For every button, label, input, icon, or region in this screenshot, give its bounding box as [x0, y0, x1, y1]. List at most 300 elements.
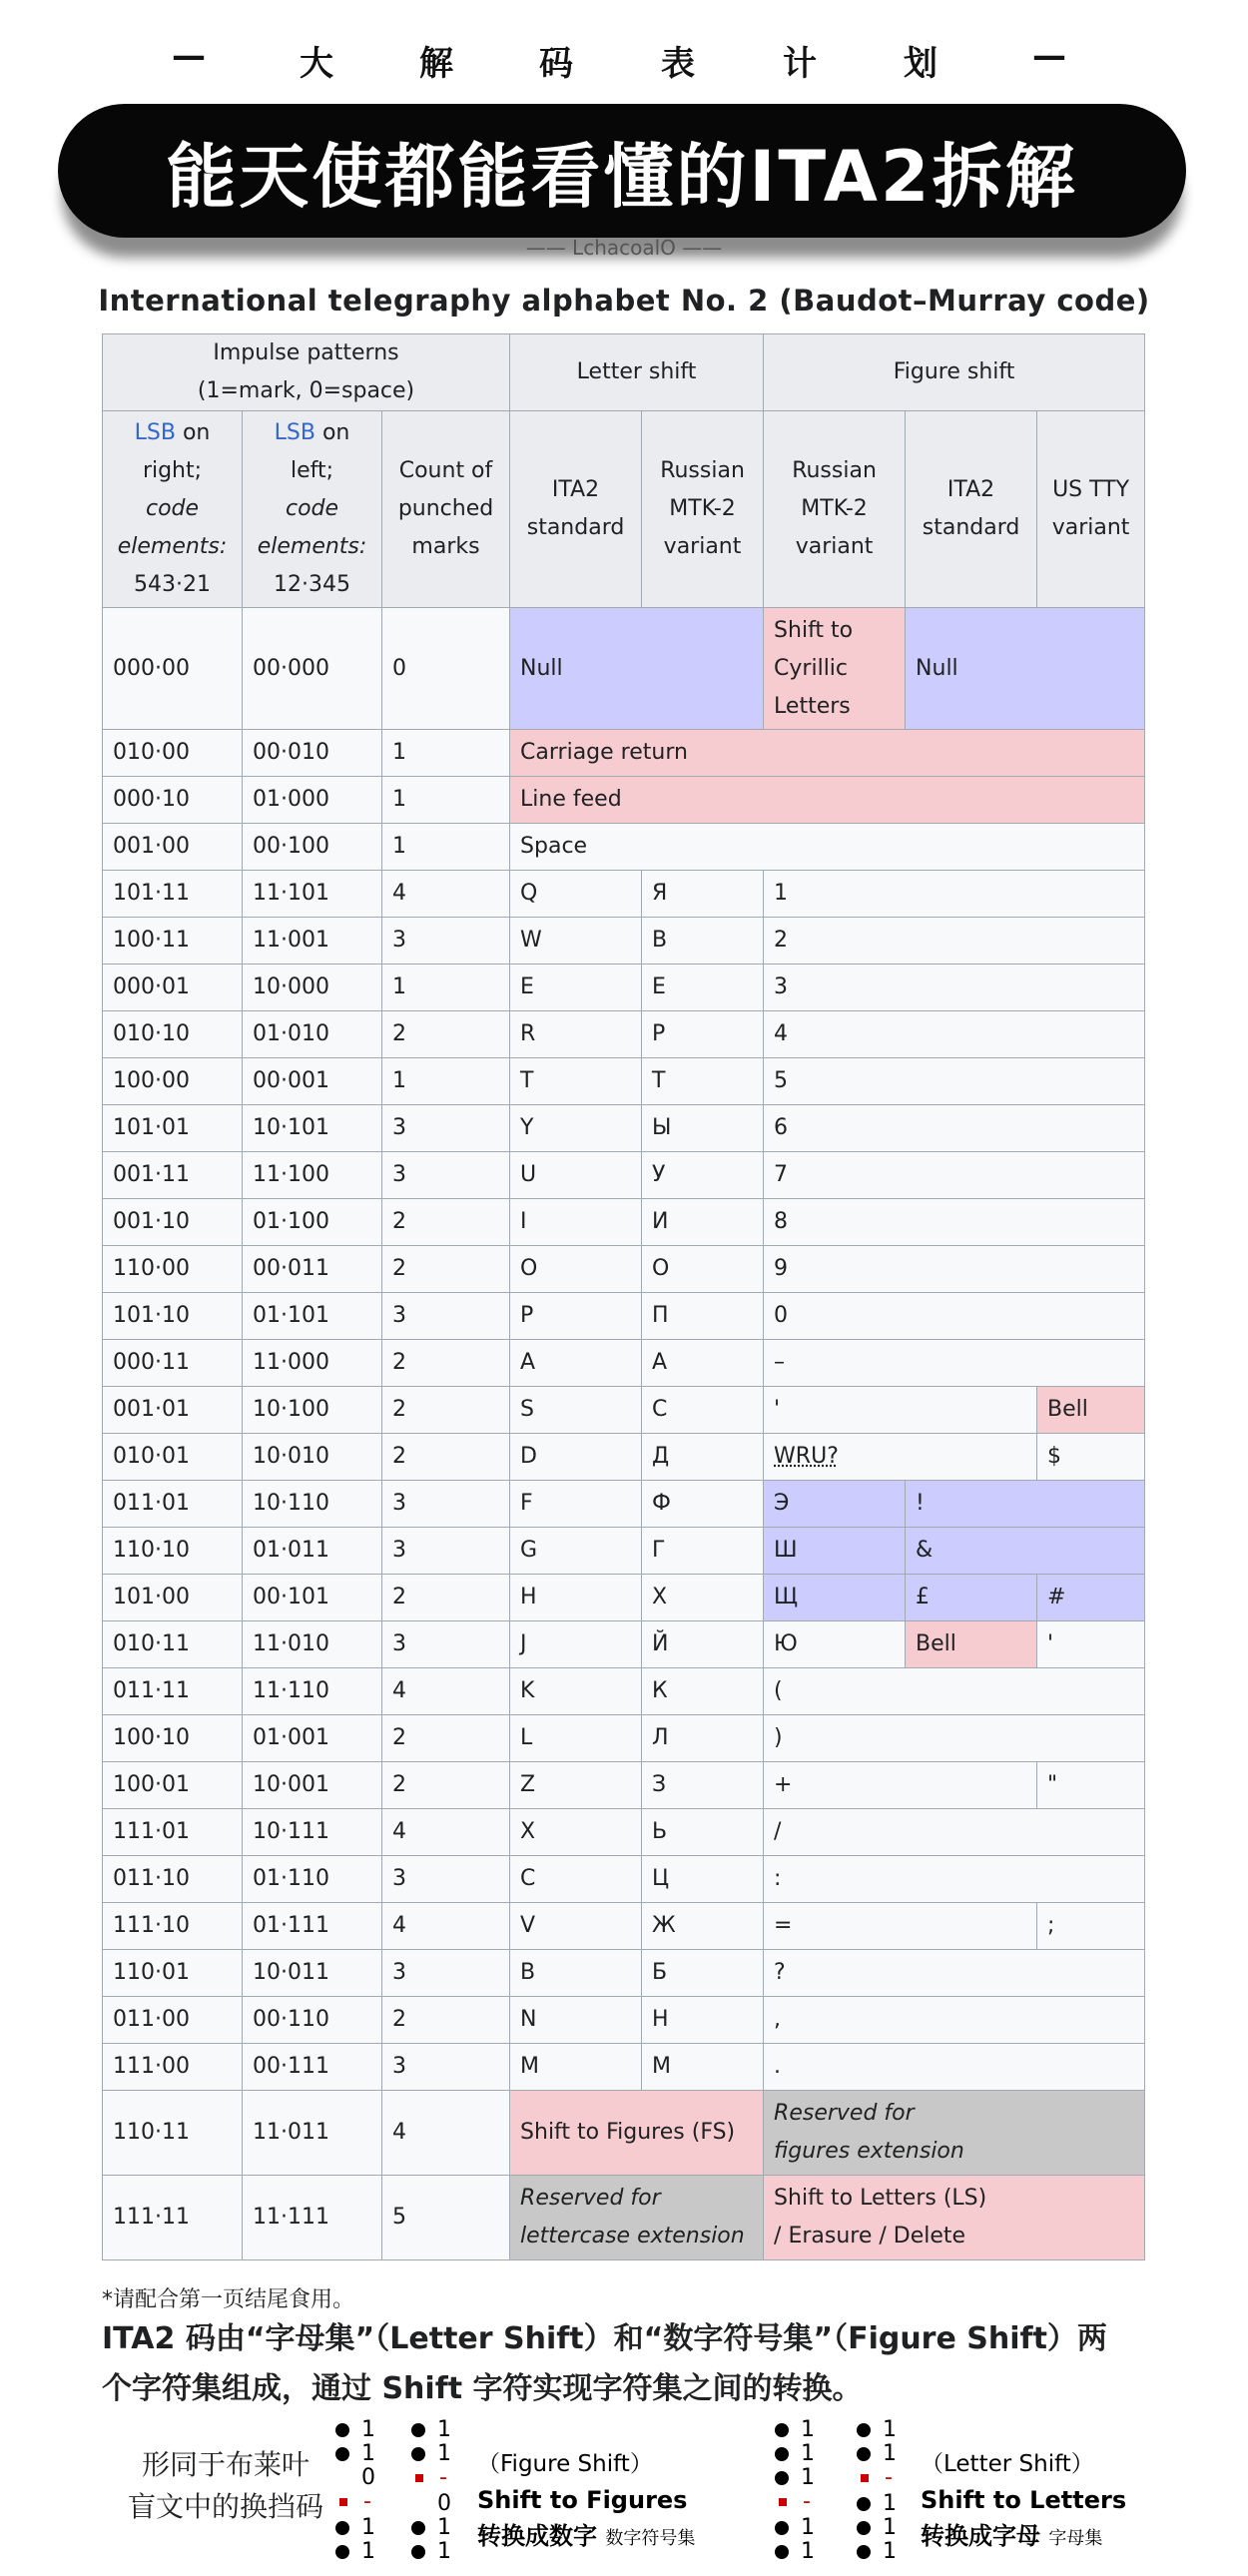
ita2-letter-cell: J	[510, 1621, 642, 1668]
table-row	[103, 1152, 1145, 1199]
header-text: MTK-2	[801, 496, 868, 521]
explanation-line: 个字符集组成，通过 Shift 字符实现字符集之间的转换。	[102, 2371, 863, 2406]
mark-count: 5	[382, 2176, 510, 2260]
code-lsb-right: 010·00	[103, 730, 243, 777]
series-char: 大	[300, 44, 333, 84]
bit: 1	[801, 2515, 815, 2540]
ita2-figure-cell: :	[764, 1856, 1145, 1903]
code-lsb-right: 100·00	[103, 1058, 243, 1105]
analogy-line: 盲文中的换挡码	[128, 2490, 324, 2523]
hole-dot	[411, 2521, 425, 2535]
mark-count: 4	[382, 2091, 510, 2176]
table-row	[103, 965, 1145, 1011]
russian-figure-cell	[764, 608, 906, 730]
ita2-figure-cell: )	[764, 1715, 1145, 1762]
series-char: 码	[539, 44, 573, 84]
russian-letter-cell: З	[642, 1762, 764, 1809]
cell-line: lettercase extension	[520, 2224, 745, 2249]
space-cell: Space	[510, 824, 1145, 871]
russian-letter-cell: Ф	[642, 1481, 764, 1528]
hole-dot	[335, 2521, 349, 2535]
hole-dot	[857, 2521, 871, 2535]
table-row	[103, 1950, 1145, 1997]
hole-dot	[411, 2545, 425, 2559]
ita2-letter-cell: E	[510, 965, 642, 1011]
code-lsb-right: 000·01	[103, 965, 243, 1011]
count-header	[382, 411, 510, 608]
code-lsb-left: 01·101	[243, 1293, 382, 1340]
code-lsb-right: 100·11	[103, 918, 243, 965]
letter-cell: Null	[510, 608, 764, 730]
bit: 1	[801, 2465, 815, 2490]
ita2-letter-cell: R	[510, 1011, 642, 1058]
code-lsb-left: 10·101	[243, 1105, 382, 1152]
hole-dot	[775, 2521, 789, 2535]
mark-count: 4	[382, 1809, 510, 1856]
table-row	[103, 1528, 1145, 1575]
hole-dot	[857, 2423, 871, 2437]
table-row	[103, 1621, 1145, 1668]
ita2-letter-cell: C	[510, 1856, 642, 1903]
series-char: —	[1032, 36, 1066, 76]
header-text: 543·21	[134, 572, 211, 597]
russian-letter-cell: Е	[642, 965, 764, 1011]
code-lsb-left: 00·101	[243, 1575, 382, 1621]
lsb-left-header	[243, 411, 382, 608]
code-lsb-right: 110·10	[103, 1528, 243, 1575]
russian-letter-cell: М	[642, 2044, 764, 2091]
ita2-figure-cell: Bell	[906, 1621, 1037, 1668]
code-lsb-right: 111·00	[103, 2044, 243, 2091]
ita2-figure-cell: 0	[764, 1293, 1145, 1340]
ita2-figure-cell: 7	[764, 1152, 1145, 1199]
ita2-figure-cell: –	[764, 1340, 1145, 1387]
code-lsb-right: 101·10	[103, 1293, 243, 1340]
header-text: ITA2	[946, 477, 995, 502]
footnote: *请配合第一页结尾食用。	[102, 2287, 355, 2312]
mark-count: 2	[382, 1434, 510, 1481]
code-lsb-left: 00·010	[243, 730, 382, 777]
table-row	[103, 1387, 1145, 1434]
explanation-line: ITA2 码由“字母集”（Letter Shift）和“数字符号集”（Figure Shift）两	[102, 2321, 1107, 2356]
header-text: Count of	[398, 458, 493, 483]
mark-count: 2	[382, 1997, 510, 2044]
russian-letter-cell: О	[642, 1246, 764, 1293]
code-lsb-left: 01·111	[243, 1903, 382, 1950]
mark-count: 2	[382, 1246, 510, 1293]
mark-count: 2	[382, 1762, 510, 1809]
code-lsb-right: 011·10	[103, 1856, 243, 1903]
bit: 1	[883, 2441, 897, 2466]
cell-line: Shift to Letters (LS)	[774, 2186, 987, 2211]
ita2-figure-cell: =	[764, 1903, 1037, 1950]
code-lsb-left: 01·100	[243, 1199, 382, 1246]
cell-line: Reserved for	[520, 2186, 661, 2211]
lsb-link[interactable]: LSB	[274, 420, 315, 445]
table-row	[103, 918, 1145, 965]
code-lsb-right: 010·10	[103, 1011, 243, 1058]
header-text: marks	[411, 534, 480, 559]
sprocket-mark	[339, 2498, 347, 2506]
analogy-line: 形同于布莱叶	[142, 2448, 311, 2481]
mark-count: 2	[382, 1387, 510, 1434]
code-lsb-left: 00·111	[243, 2044, 382, 2091]
hole-dot	[775, 2545, 789, 2559]
shift-to-letters-cell	[764, 2176, 1145, 2260]
carriage-return-cell: Carriage return	[510, 730, 1145, 777]
mark-count: 3	[382, 1621, 510, 1668]
code-lsb-left: 11·110	[243, 1668, 382, 1715]
header-text: Russian	[660, 458, 745, 483]
ita2-figure-cell: 3	[764, 965, 1145, 1011]
mark-count: 3	[382, 2044, 510, 2091]
mark-count: 4	[382, 1668, 510, 1715]
table-row	[103, 1762, 1145, 1809]
hole-dot	[857, 2497, 871, 2511]
russian-figure-cell: Э	[764, 1481, 906, 1528]
code-lsb-right: 011·01	[103, 1481, 243, 1528]
header-text: punched	[397, 496, 494, 521]
series-char: 解	[419, 44, 453, 84]
author-credit: —— LchacoalO ——	[525, 236, 723, 260]
mark-count: 3	[382, 1856, 510, 1903]
header-text: Russian	[792, 458, 877, 483]
mark-count: 0	[382, 608, 510, 730]
code-lsb-right: 100·01	[103, 1762, 243, 1809]
hole-dot	[411, 2447, 425, 2461]
header-text: MTK-2	[669, 496, 736, 521]
bit: 1	[437, 2441, 451, 2466]
impulse-header	[103, 334, 510, 411]
us-tty-header	[1037, 411, 1145, 608]
ita2-letter-cell: D	[510, 1434, 642, 1481]
us-tty-cell: "	[1037, 1762, 1145, 1809]
russian-letter-cell: Ь	[642, 1809, 764, 1856]
hole-dot	[335, 2545, 349, 2559]
header-text: 12·345	[274, 572, 350, 597]
ls-paren: （Letter Shift）	[921, 2451, 1094, 2477]
ita2-figure-cell: 8	[764, 1199, 1145, 1246]
header-text: elements:	[117, 534, 228, 559]
ls-chinese: 转换成字母	[921, 2522, 1040, 2550]
cell-line: / Erasure / Delete	[774, 2224, 966, 2249]
bit: 1	[801, 2441, 815, 2466]
table-title: International telegraphy alphabet No. 2 (Baudot–Murray code)	[98, 284, 1150, 318]
ita2-letter-cell: T	[510, 1058, 642, 1105]
reserved-figures-cell	[764, 2091, 1145, 2176]
ita2-letter-cell: P	[510, 1293, 642, 1340]
table-row	[103, 608, 1145, 730]
table-row	[103, 1809, 1145, 1856]
code-lsb-left: 10·010	[243, 1434, 382, 1481]
ita2-figure-cell: (	[764, 1668, 1145, 1715]
code-lsb-left: 10·100	[243, 1387, 382, 1434]
bit: 1	[361, 2441, 375, 2466]
table-row	[103, 730, 1145, 777]
header-text: elements:	[257, 534, 367, 559]
code-lsb-right: 111·01	[103, 1809, 243, 1856]
russian-letter-cell: Р	[642, 1011, 764, 1058]
impulse-header-line: Impulse patterns	[213, 340, 399, 365]
ita2-letter-cell: Y	[510, 1105, 642, 1152]
header-text: standard	[526, 515, 625, 540]
code-lsb-right: 001·10	[103, 1199, 243, 1246]
table-row	[103, 1434, 1145, 1481]
code-lsb-right: 111·10	[103, 1903, 243, 1950]
code-lsb-left: 01·000	[243, 777, 382, 824]
sprocket-mark	[779, 2498, 787, 2506]
ita2-figure-cell: '	[764, 1387, 1037, 1434]
mark-count: 4	[382, 871, 510, 918]
ls-description	[921, 2446, 1126, 2557]
code-lsb-left: 11·001	[243, 918, 382, 965]
ita2-letter-cell: L	[510, 1715, 642, 1762]
ita2-figure-cell: ?	[764, 1950, 1145, 1997]
code-lsb-left: 11·100	[243, 1152, 382, 1199]
mark-count: 4	[382, 1903, 510, 1950]
shift-illustration	[0, 2416, 1248, 2576]
code-lsb-left: 01·001	[243, 1715, 382, 1762]
table-row	[103, 871, 1145, 918]
ita2-figure-cell: 6	[764, 1105, 1145, 1152]
braille-analogy-label	[128, 2444, 323, 2528]
russian-letter-cell: П	[642, 1293, 764, 1340]
header-text: variant	[795, 534, 874, 559]
hole-dot	[775, 2447, 789, 2461]
table-row	[103, 1246, 1145, 1293]
code-lsb-left: 00·110	[243, 1997, 382, 2044]
bit: -	[885, 2465, 893, 2490]
cell-line: Cyrillic	[774, 655, 849, 681]
russian-letter-cell: Д	[642, 1434, 764, 1481]
fs-english: Shift to Figures	[477, 2486, 688, 2514]
mark-count: 2	[382, 1715, 510, 1762]
ita2-letter-cell: U	[510, 1152, 642, 1199]
ita2-letter-cell: V	[510, 1903, 642, 1950]
russian-letter-cell: С	[642, 1387, 764, 1434]
mark-count: 3	[382, 1950, 510, 1997]
ita2-figure-cell: ,	[764, 1997, 1145, 2044]
code-lsb-right: 101·11	[103, 871, 243, 918]
header-text: variant	[663, 534, 742, 559]
russian-letter-cell: Б	[642, 1950, 764, 1997]
russian-letter-cell: И	[642, 1199, 764, 1246]
cell-line: figures extension	[774, 2139, 964, 2164]
code-lsb-right: 011·00	[103, 1997, 243, 2044]
mark-count: 1	[382, 965, 510, 1011]
code-lsb-right: 001·00	[103, 824, 243, 871]
russian-letter-cell: Г	[642, 1528, 764, 1575]
russian-letter-cell: Т	[642, 1058, 764, 1105]
code-lsb-left: 11·101	[243, 871, 382, 918]
ita2-figure-cell: +	[764, 1762, 1037, 1809]
bit: 1	[883, 2491, 897, 2516]
ita2-figure-cell: 4	[764, 1011, 1145, 1058]
code-lsb-left: 11·111	[243, 2176, 382, 2260]
header-text: code	[145, 496, 200, 521]
ita2-letter-cell: O	[510, 1246, 642, 1293]
us-tty-cell: #	[1037, 1575, 1145, 1621]
russian-letter-cell: Ж	[642, 1903, 764, 1950]
header-text: on	[314, 420, 350, 445]
bit: -	[363, 2489, 371, 2514]
code-lsb-right: 011·11	[103, 1668, 243, 1715]
header-text: code	[285, 496, 339, 521]
us-tty-cell: ;	[1037, 1903, 1145, 1950]
hole-dot	[335, 2423, 349, 2437]
russian-figure-cell: Ю	[764, 1621, 906, 1668]
title-banner	[58, 104, 1186, 238]
ita2-figure-cell: £	[906, 1575, 1037, 1621]
table-row	[103, 2176, 1145, 2260]
code-lsb-left: 00·011	[243, 1246, 382, 1293]
hole-dot	[775, 2471, 789, 2485]
mark-count: 1	[382, 730, 510, 777]
sprocket-mark	[415, 2474, 423, 2482]
hole-dot	[857, 2447, 871, 2461]
bit: 0	[361, 2465, 375, 2490]
ita2-figure-cell: !	[906, 1481, 1145, 1528]
mark-count: 3	[382, 1105, 510, 1152]
cell-line: Shift to	[774, 617, 854, 643]
hole-dot	[857, 2545, 871, 2559]
lsb-link[interactable]: LSB	[134, 420, 176, 445]
header-text: ITA2	[551, 477, 600, 502]
header-text: standard	[922, 515, 1020, 540]
header-text: right;	[142, 458, 203, 483]
ita2-letter-cell: X	[510, 1809, 642, 1856]
code-lsb-left: 00·000	[243, 608, 382, 730]
russian-letter-cell: Л	[642, 1715, 764, 1762]
fs-paren: （Figure Shift）	[477, 2451, 653, 2477]
ita2-letter-cell: M	[510, 2044, 642, 2091]
bit: -	[803, 2489, 811, 2514]
bit: 1	[883, 2539, 897, 2564]
code-lsb-left: 10·110	[243, 1481, 382, 1528]
ita2-figure-cell: 2	[764, 918, 1145, 965]
table-row	[103, 1293, 1145, 1340]
table-row	[103, 1011, 1145, 1058]
series-char: 计	[783, 44, 817, 84]
mark-count: 3	[382, 1528, 510, 1575]
table-row	[103, 1199, 1145, 1246]
code-lsb-left: 11·010	[243, 1621, 382, 1668]
table-row	[103, 1903, 1145, 1950]
ita2-figure-cell: .	[764, 2044, 1145, 2091]
table-row	[103, 2044, 1145, 2091]
bit: 1	[883, 2417, 897, 2442]
lsb-right-header	[103, 411, 243, 608]
table-row	[103, 1340, 1145, 1387]
ita2-figure-header	[906, 411, 1037, 608]
russian-letter-cell: Ы	[642, 1105, 764, 1152]
ita2-letter-cell: W	[510, 918, 642, 965]
table-row	[103, 1668, 1145, 1715]
ita2-figure-cell: 1	[764, 871, 1145, 918]
bit: 1	[361, 2417, 375, 2442]
cell-line: Letters	[774, 693, 851, 719]
code-lsb-right: 101·01	[103, 1105, 243, 1152]
letter-shift-header: Letter shift	[510, 334, 764, 411]
russian-letter-cell: К	[642, 1668, 764, 1715]
code-lsb-right: 010·11	[103, 1621, 243, 1668]
us-tty-cell: '	[1037, 1621, 1145, 1668]
russian-figure-cell: Ш	[764, 1528, 906, 1575]
code-lsb-right: 010·01	[103, 1434, 243, 1481]
code-lsb-left: 01·011	[243, 1528, 382, 1575]
us-tty-cell: Bell	[1037, 1387, 1145, 1434]
bit: 1	[437, 2515, 451, 2540]
code-lsb-right: 110·11	[103, 2091, 243, 2176]
mark-count: 2	[382, 1340, 510, 1387]
code-lsb-right: 111·11	[103, 2176, 243, 2260]
russian-figure-cell: Щ	[764, 1575, 906, 1621]
ita2-letter-header	[510, 411, 642, 608]
russian-letter-cell: Я	[642, 871, 764, 918]
figure-cell: Null	[906, 608, 1145, 730]
impulse-header-line: (1=mark, 0=space)	[197, 378, 415, 403]
ita2-letter-cell: Q	[510, 871, 642, 918]
ita2-letter-cell: H	[510, 1575, 642, 1621]
series-header	[0, 36, 1248, 96]
bit: 1	[801, 2417, 815, 2442]
code-lsb-left: 11·000	[243, 1340, 382, 1387]
bit: 1	[437, 2539, 451, 2564]
russian-letter-header	[642, 411, 764, 608]
mark-count: 2	[382, 1199, 510, 1246]
russian-figure-header	[764, 411, 906, 608]
mark-count: 3	[382, 1152, 510, 1199]
mark-count: 1	[382, 777, 510, 824]
mark-count: 3	[382, 1293, 510, 1340]
table-row	[103, 1575, 1145, 1621]
header-text: on	[175, 420, 211, 445]
code-lsb-right: 000·10	[103, 777, 243, 824]
banner-title: 能天使都能看懂的ITA2拆解	[166, 135, 1078, 218]
fs-chinese: 转换成数字	[477, 2522, 597, 2550]
table-row	[103, 2091, 1145, 2176]
code-lsb-right: 001·01	[103, 1387, 243, 1434]
code-lsb-left: 10·111	[243, 1809, 382, 1856]
reserved-lettercase-cell	[510, 2176, 764, 2260]
table-row	[103, 1481, 1145, 1528]
russian-letter-cell: Й	[642, 1621, 764, 1668]
cell-line: Reserved for	[774, 2101, 915, 2126]
ita2-figure-cell: &	[906, 1528, 1145, 1575]
hole-dot	[411, 2423, 425, 2437]
series-char: —	[172, 36, 206, 76]
russian-letter-cell: Ц	[642, 1856, 764, 1903]
sprocket-mark	[861, 2474, 869, 2482]
russian-letter-cell: Н	[642, 1997, 764, 2044]
table-row	[103, 1715, 1145, 1762]
code-lsb-left: 11·011	[243, 2091, 382, 2176]
ita2-figure-cell: WRU?	[764, 1434, 1037, 1481]
code-lsb-right: 000·11	[103, 1340, 243, 1387]
mark-count: 2	[382, 1575, 510, 1621]
code-lsb-right: 100·10	[103, 1715, 243, 1762]
bit: -	[439, 2465, 447, 2490]
mark-count: 2	[382, 1011, 510, 1058]
ita2-figure-cell: 5	[764, 1058, 1145, 1105]
ita2-letter-cell: K	[510, 1668, 642, 1715]
bit: 1	[883, 2515, 897, 2540]
bit: 0	[437, 2491, 451, 2516]
code-lsb-left: 01·010	[243, 1011, 382, 1058]
ita2-letter-cell: N	[510, 1997, 642, 2044]
table-row	[103, 824, 1145, 871]
ita2-letter-cell: Z	[510, 1762, 642, 1809]
